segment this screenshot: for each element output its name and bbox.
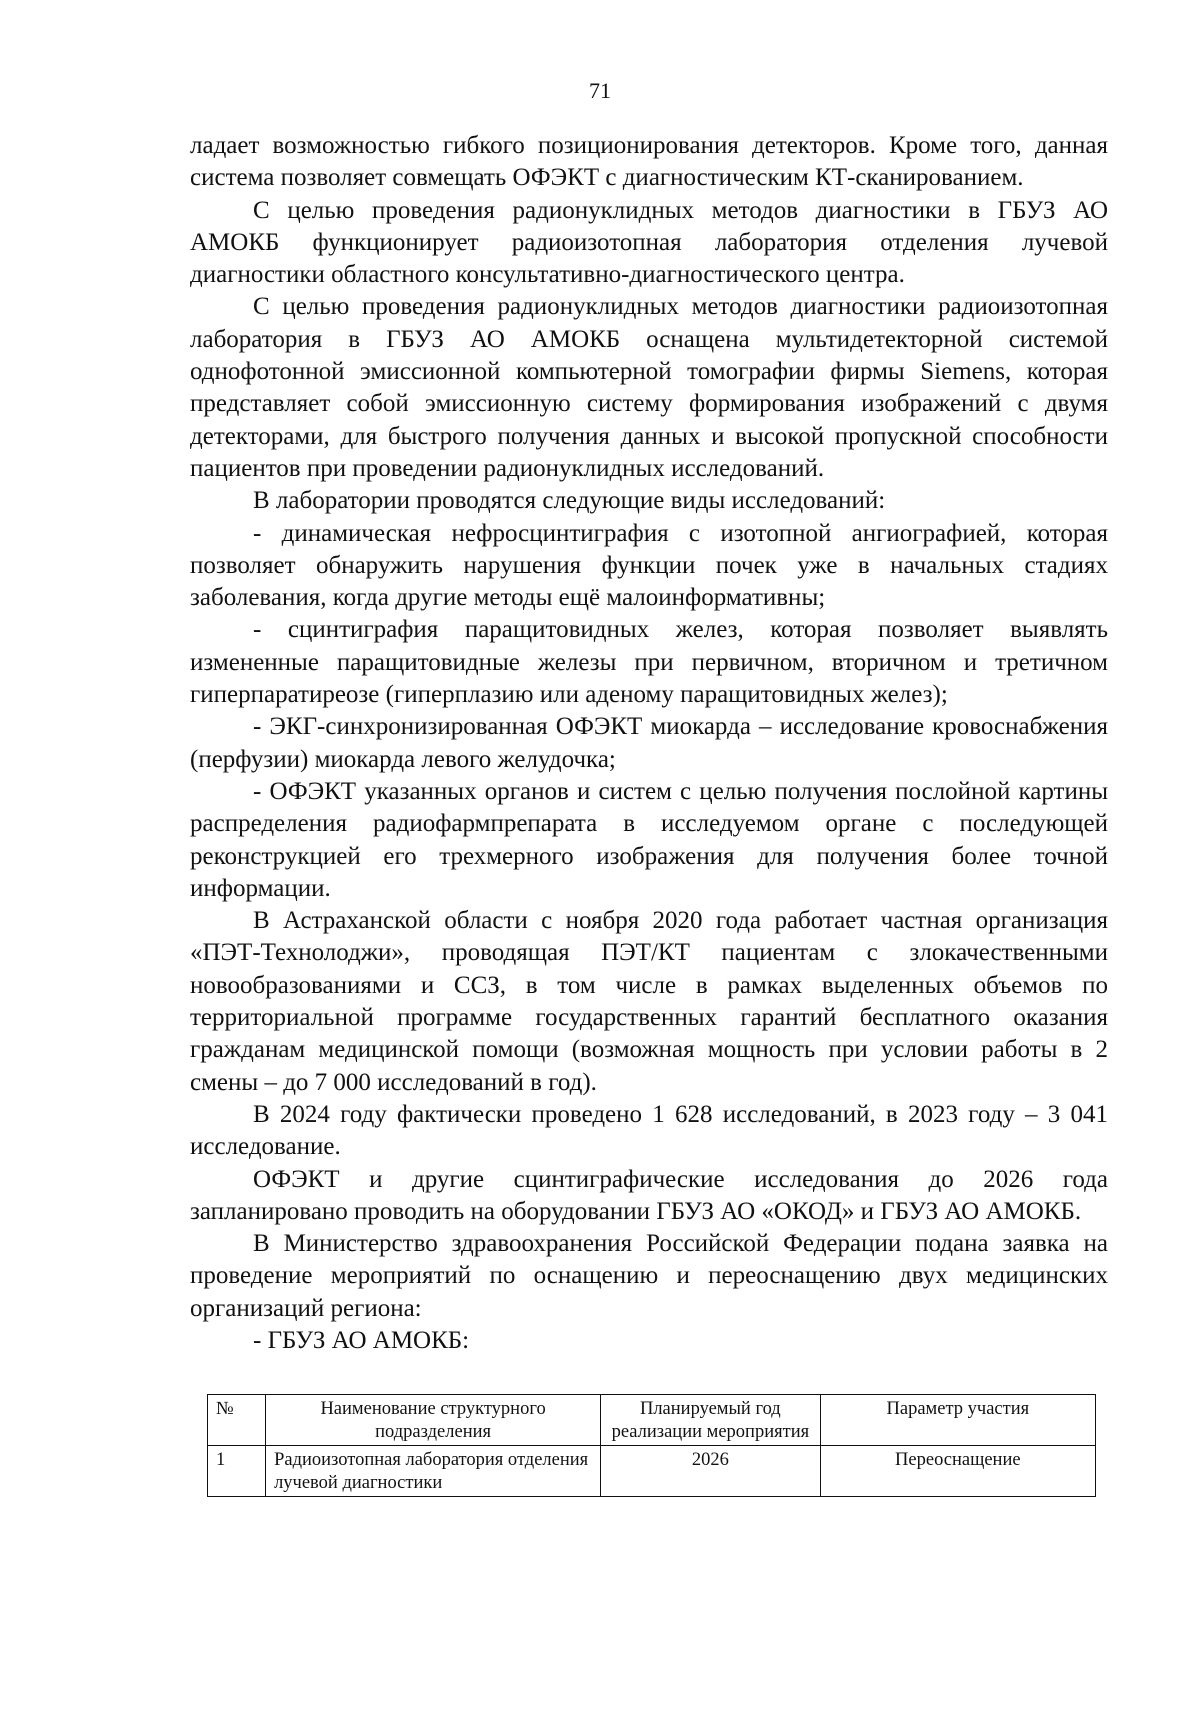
list-item-parathyroid-scintigraphy: - сцинтиграфия паращитовидных желез, которая позволяет выявлять измененные паращитовидные железы при первичном, вторичном и третичном гиперпаратиреозе (гиперплазию или аденому паращитовидных желез); [190, 616, 1108, 709]
document-body [190, 130, 1108, 1357]
table-header-row [208, 1395, 1096, 1446]
table-row [208, 1446, 1096, 1497]
paragraph-lab-function: С целью проведения радионуклидных методов диагностики в ГБУЗ АО АМОКБ функционирует радиоизотопная лаборатория отделения лучевой диагностики областного консультативно-диагностического центра. [190, 196, 1108, 289]
cell-param: Переоснащение [820, 1446, 1095, 1497]
paragraph-continuation: ладает возможностью гибкого позиционирования детекторов. Кроме того, данная система позволяет совмещать ОФЭКТ с диагностическим КТ-сканированием. [190, 132, 1108, 192]
list-item-organ-spect: - ОФЭКТ указанных органов и систем с целью получения послойной картины распределения радиофармпрепарата в исследуемом органе с последующей реконструкцией его трехмерного изображения для получения более точной информации. [190, 777, 1108, 902]
paragraph-pet-technology: В Астраханской области с ноября 2020 года работает частная организация «ПЭТ-Технолоджи», проводящая ПЭТ/КТ пациентам с злокачественными новообразованиями и ССЗ, в том числе в рамках выделенных объемов по территориальной программе государственных гарантий бесплатного оказания гражданам медицинской помощи (возможная мощность при условии работы в 2 смены – до 7 000 исследований в год). [190, 907, 1108, 1096]
page-number: 71 [589, 78, 611, 103]
list-item-ecg-spect: - ЭКГ-синхронизированная ОФЭКТ миокарда – исследование кровоснабжения (перфузии) миокарда левого желудочка; [190, 713, 1108, 773]
cell-name: Радиоизотопная лаборатория отделения лучевой диагностики [266, 1446, 601, 1497]
paragraph-ministry-application: В Министерство здравоохранения Российской Федерации подана заявка на проведение мероприятий по оснащению и переоснащению двух медицинских организаций региона: [190, 1230, 1108, 1322]
header-year: Планируемый год реализации мероприятия [601, 1395, 821, 1446]
header-name: Наименование структурного подразделения [266, 1395, 601, 1446]
cell-year: 2026 [601, 1446, 821, 1497]
paragraph-spect-plan: ОФЭКТ и другие сцинтиграфические исследования до 2026 года запланировано проводить на оборудовании ГБУЗ АО «ОКОД» и ГБУЗ АО АМОКБ. [190, 1165, 1108, 1225]
header-num: № [208, 1395, 266, 1446]
list-item-amokb: - ГБУЗ АО АМОКБ: [253, 1326, 470, 1354]
paragraph-study-counts: В 2024 году фактически проведено 1 628 исследований, в 2023 году – 3 041 исследование. [190, 1100, 1108, 1161]
cell-num: 1 [208, 1446, 266, 1497]
list-item-nephroscintigraphy: - динамическая нефросцинтиграфия с изотопной ангиографией, которая позволяет обнаружить нарушения функции почек уже в начальных стадиях заболевания, когда другие методы ещё малоинформативны; [190, 519, 1108, 612]
paragraph-lab-equipment: С целью проведения радионуклидных методов диагностики радиоизотопная лаборатория в ГБУЗ АО АМОКБ оснащена мультидетекторной системой однофотонной эмиссионной компьютерной томографии фирмы Siemens, которая представляет собой эмиссионную систему формирования изображений с двумя детекторами, для быстрого получения данных и высокой пропускной способности пациентов при проведении радионуклидных исследований. [190, 293, 1108, 482]
paragraph-study-types-intro: В лаборатории проводятся следующие виды исследований: [253, 487, 886, 515]
equipment-plan-table [207, 1394, 1096, 1497]
header-param: Параметр участия [820, 1395, 1095, 1446]
